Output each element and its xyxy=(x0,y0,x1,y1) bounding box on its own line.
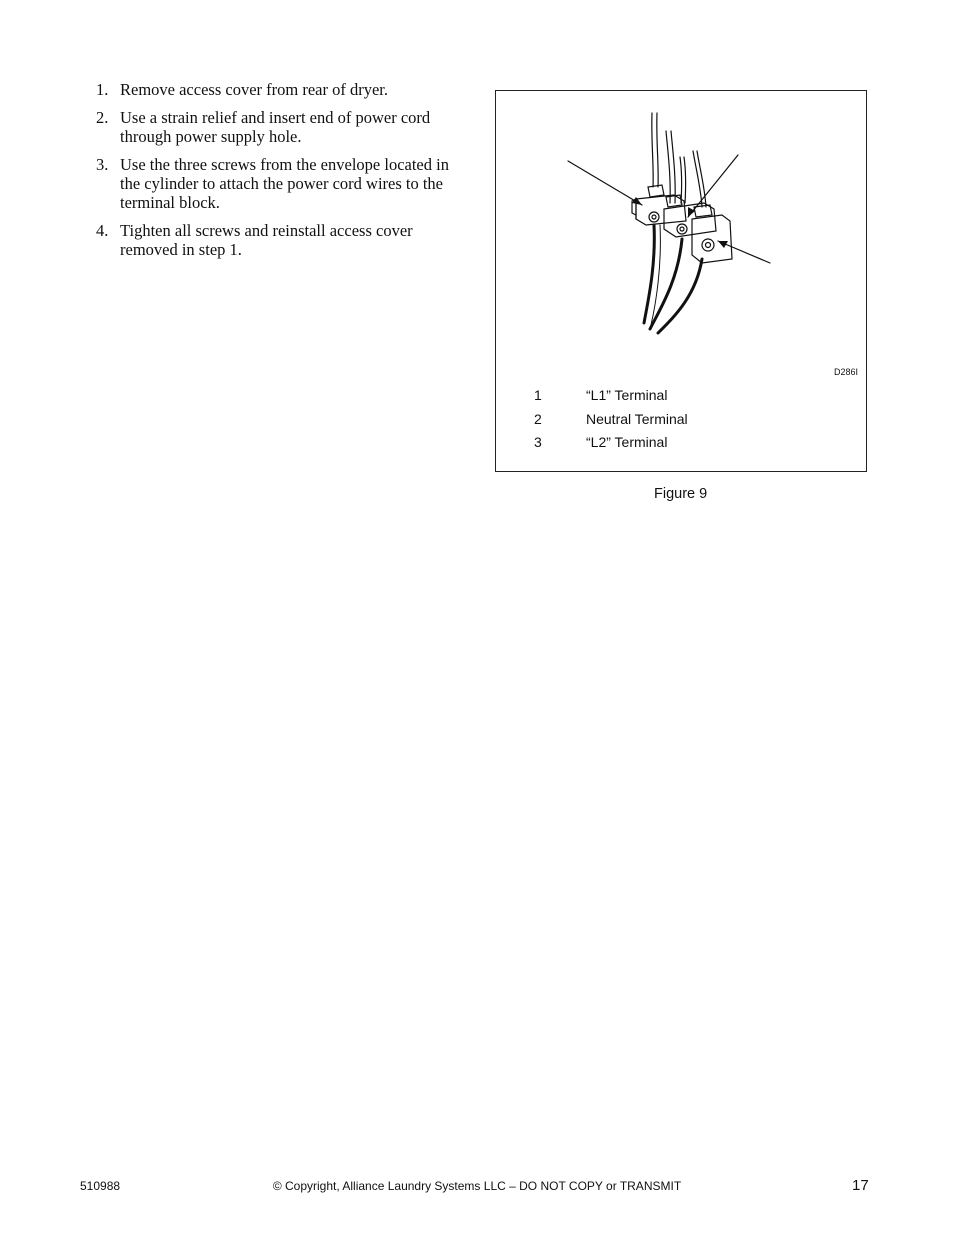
legend-number: 2 xyxy=(534,410,542,427)
document-number: 510988 xyxy=(80,1179,121,1193)
step-item xyxy=(94,221,464,259)
figure-caption: Figure 9 xyxy=(654,486,708,502)
legend-label: Neutral Terminal xyxy=(586,410,688,427)
step-item xyxy=(94,80,464,99)
figure-legend xyxy=(534,387,688,458)
legend-row xyxy=(534,387,688,411)
legend-row xyxy=(534,434,688,458)
step-text: Use the three screws from the envelope located in the cylinder to attach the power cord wires to the terminal block. xyxy=(120,155,449,212)
step-text: Tighten all screws and reinstall access cover removed in step 1. xyxy=(120,221,413,259)
step-text: Remove access cover from rear of dryer. xyxy=(120,80,388,99)
step-number: 3. xyxy=(96,155,109,174)
copyright-notice: © Copyright, Alliance Laundry Systems LLC – DO NOT COPY or TRANSMIT xyxy=(272,1179,682,1193)
legend-number: 1 xyxy=(534,387,542,403)
terminal-block-illustration xyxy=(496,91,868,371)
step-number: 4. xyxy=(96,221,109,240)
legend-number: 3 xyxy=(534,434,542,450)
instruction-steps xyxy=(94,80,464,268)
step-text: Use a strain relief and insert end of power cord through power supply hole. xyxy=(120,108,431,146)
step-number: 1. xyxy=(96,80,109,99)
page-number: 17 xyxy=(852,1177,869,1194)
step-number: 2. xyxy=(96,108,109,127)
legend-label: “L2” Terminal xyxy=(586,434,668,450)
drawing-id: D286I xyxy=(833,367,858,377)
step-item xyxy=(94,155,464,212)
legend-label: “L1” Terminal xyxy=(586,387,668,403)
figure-box xyxy=(495,90,867,472)
legend-row xyxy=(534,411,688,435)
step-item xyxy=(94,108,464,146)
